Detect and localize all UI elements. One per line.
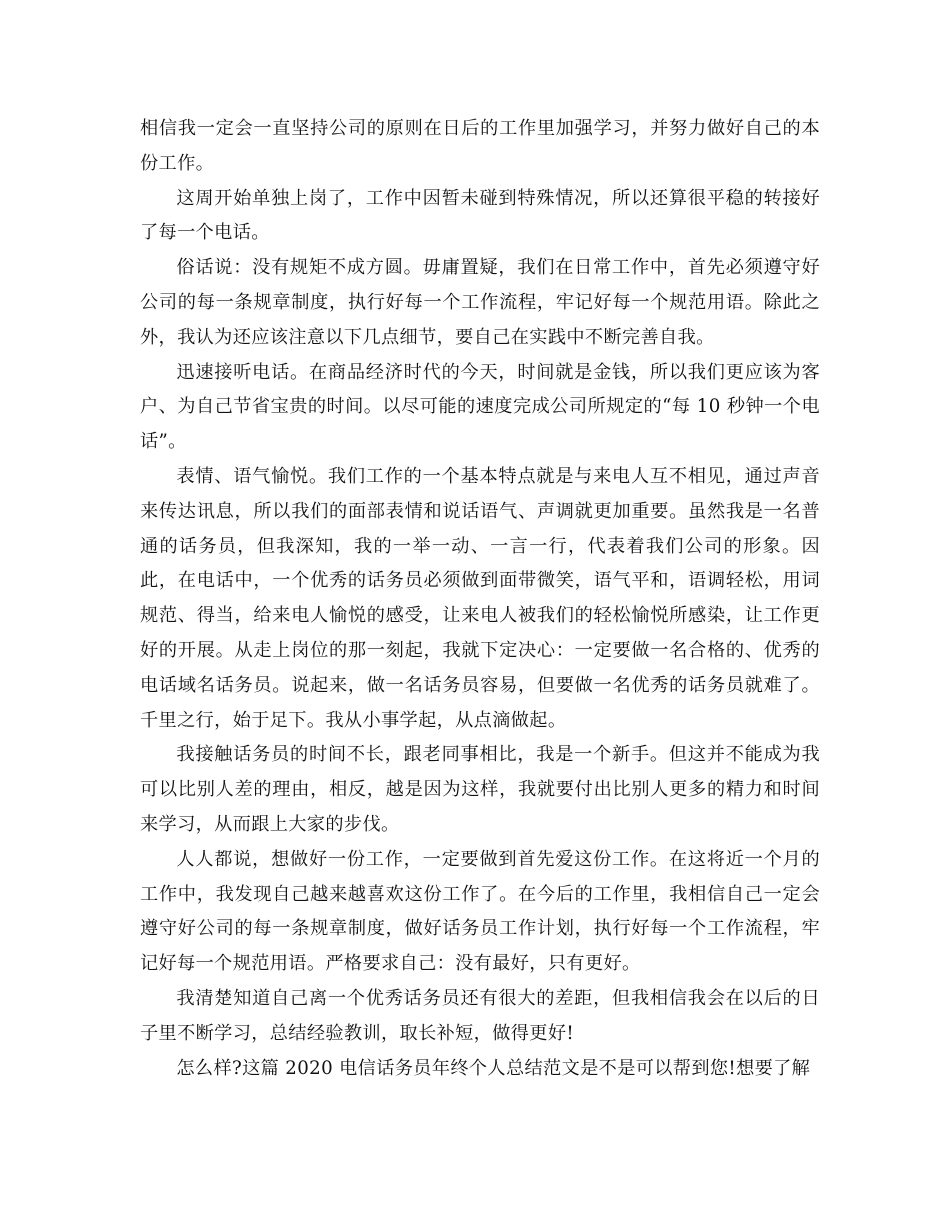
paragraph-keep-improving: 我清楚知道自己离一个优秀话务员还有很大的差距，但我相信我会在以后的日子里不断学习，总结经验教训，取长补短，做得更好!: [140, 987, 820, 1044]
paragraph-closing: 怎么样?这篇 2020 电信话务员年终个人总结范文是不是可以帮到您!想要了解: [176, 1057, 811, 1079]
paragraph-newcomer: 我接触话务员的时间不长，跟老同事相比，我是一个新手。但这并不能成为我可以比别人差的理由，相反，越是因为这样，我就要付出比别人更多的精力和时间来学习，从而跟上大家的步伐。: [140, 744, 820, 835]
paragraph-rules: 俗话说：没有规矩不成方圆。毋庸置疑，我们在日常工作中，首先必须遵守好公司的每一条规章制度，执行好每一个工作流程，牢记好每一个规范用语。除此之外，我认为还应该注意以下几点细节，要自己在实践中不断完善自我。: [140, 257, 820, 348]
paragraph-answer-quickly: 迅速接听电话。在商品经济时代的今天，时间就是金钱，所以我们更应该为客户、为自己节省宝贵的时间。以尽可能的速度完成公司所规定的“每 10 秒钟一个电话”。: [140, 361, 820, 453]
paragraph-pleasant-tone: 表情、语气愉悦。我们工作的一个基本特点就是与来电人互不相见，通过声音来传达讯息，所以我们的面部表情和说话语气、声调就更加重要。虽然我是一名普通的话务员，但我深知，我的一举一动、一言一行，代表着我们公司的形象。因此，在电话中，一个优秀的话务员必须做到面带微笑，语气平和，语调轻松，用词规范、得当，给来电人愉悦的感受，让来电人被我们的轻松愉悦所感染，让工作更好的开展。从走上岗位的那一刻起，我就下定决心：一定要做一名合格的、优秀的电话域名话务员。说起来，做一名话务员容易，但要做一名优秀的话务员就难了。千里之行，始于足下。我从小事学起，从点滴做起。: [140, 465, 820, 731]
paragraph-solo-shift: 这周开始单独上岗了，工作中因暂未碰到特殊情况，所以还算很平稳的转接好了每一个电话。: [140, 187, 820, 244]
document-body: [140, 112, 820, 1086]
paragraph-love-the-job: 人人都说，想做好一份工作，一定要做到首先爱这份工作。在这将近一个月的工作中，我发现自己越来越喜欢这份工作了。在今后的工作里，我相信自己一定会遵守好公司的每一条规章制度，做好话务员工作计划，执行好每一个工作流程，牢记好每一个规范用语。严格要求自己：没有最好，只有更好。: [140, 848, 820, 975]
paragraph-continuation: 相信我一定会一直坚持公司的原则在日后的工作里加强学习，并努力做好自己的本份工作。: [140, 118, 820, 174]
